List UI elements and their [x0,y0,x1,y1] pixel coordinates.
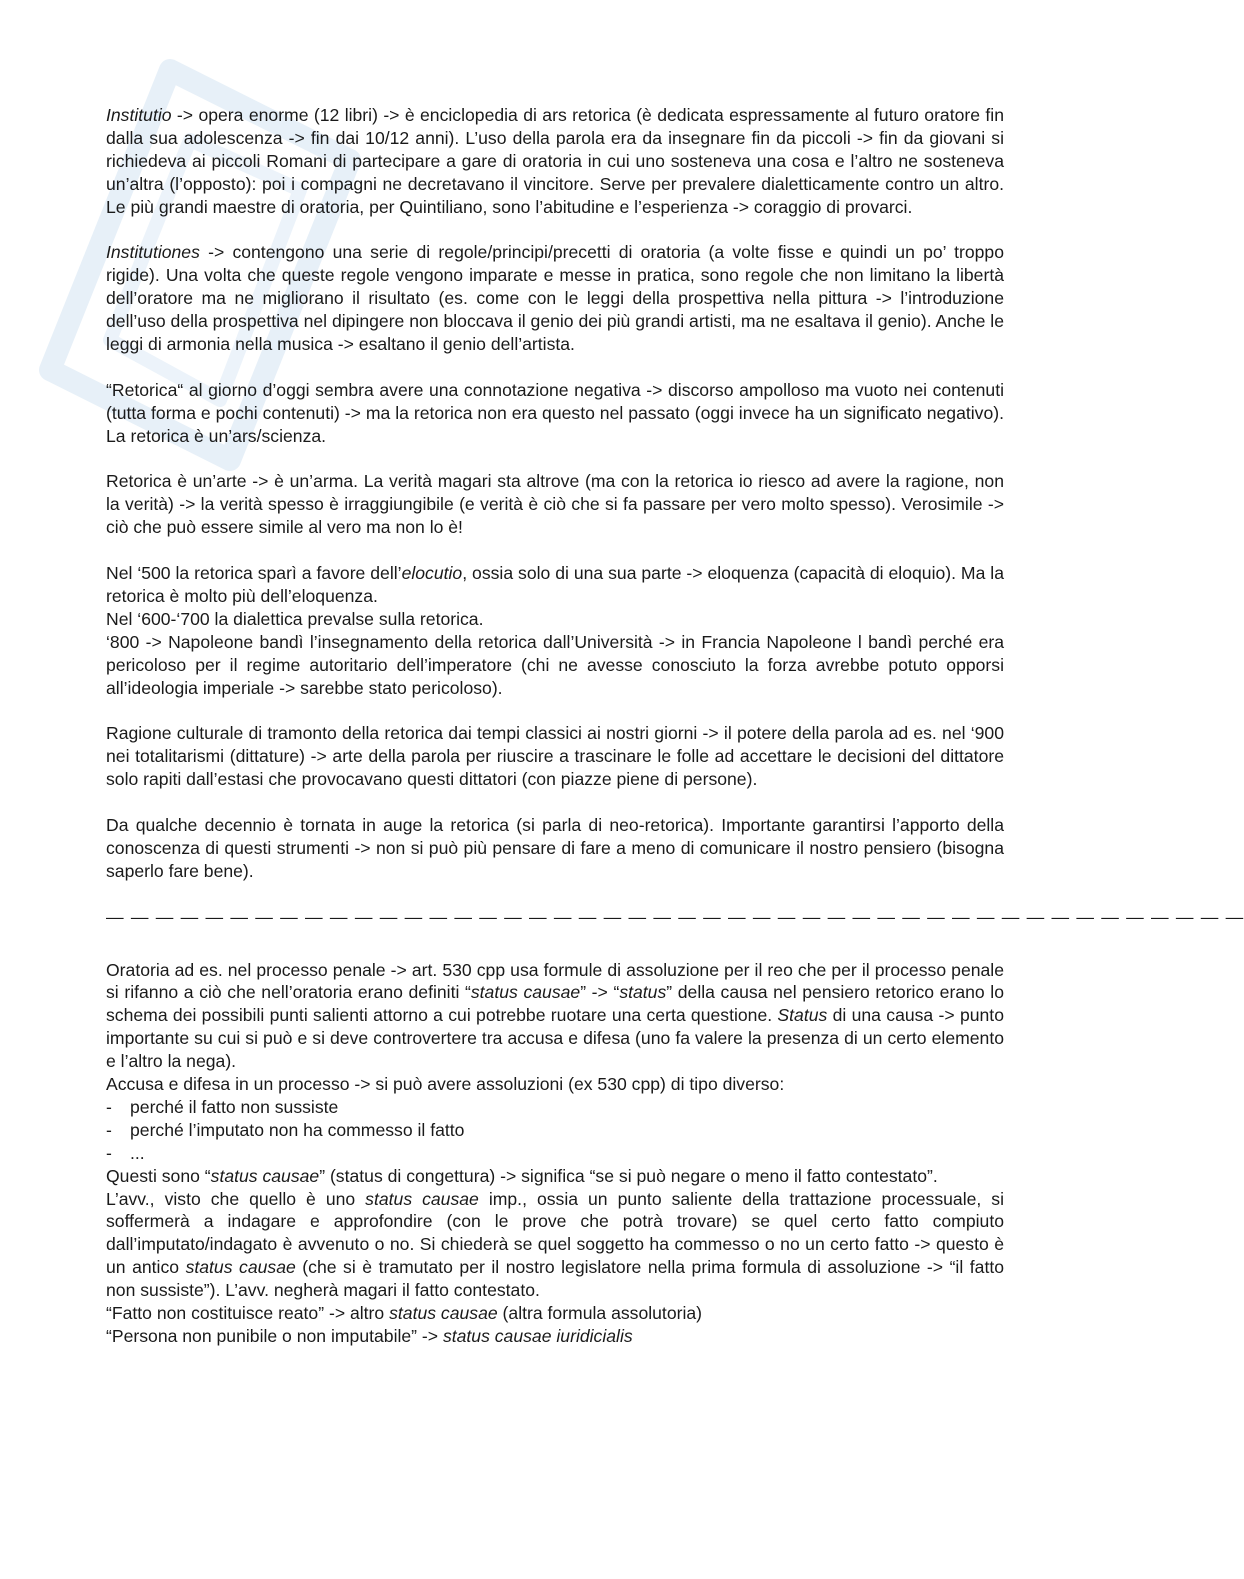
document-page [106,104,1244,1348]
paragraph-neo-retorica: Da qualche decennio è tornata in auge la retorica (si parla di neo-retorica). Importante garantirsi l’apporto della conoscenza di questi strumenti -> non si può più pensare di fare a meno di comunicare il nostro pensiero (bisogna saperlo fare bene). [106,815,1004,881]
dashed-separator: — — — — — — — — — — — — — — — — — — — — — — — — — — — — — — — — — — — — — — — — — — — — — — [106,906,1244,927]
bullet-list [106,1096,1004,1165]
paragraph-ragione-culturale: Ragione culturale di tramonto della retorica dai tempi classici ai nostri giorni -> il potere della parola ad es. nel ‘900 nei totalitarismi (dittature) -> arte della parola per riuscire a trascinare le folle ad accettare le decisioni del dittatore solo rapiti dall’estasi che provocavano questi dittatori (con piazze piene di persone). [106,723,1004,790]
history-500: Nel ‘500 la retorica sparì a favore dell’elocutio, ossia solo di una sua parte -> eloquenza (capacità di eloquio). Ma la retorica è molto più dell’eloquenza. [106,563,1004,606]
list-item: - ... [106,1142,145,1163]
paragraph-institutiones: Institutiones -> contengono una serie di regole/principi/precetti di oratoria (a volte fisse e quindi un po’ troppo rigide). Una volta che queste regole vengono imparate e messe in pratica, sono regole che non limitano la libertà dell’oratore ma ne migliorano il risultato (es. come con le leggi della prospettiva nella pittura -> l’introduzione dell’uso della prospettiva nel dipingere non bloccava il genio dei più grandi artisti, ma ne esaltava il genio). Anche le leggi di armonia nella musica -> esaltano il genio dell’artista. [106,242,1004,355]
oratoria-reato: “Fatto non costituisce reato” -> altro status causae (altra formula assolutoria) [106,1303,703,1324]
list-item: - perché l’imputato non ha commesso il fatto [106,1119,465,1140]
section-oratoria [106,959,1004,1348]
history-800: ‘800 -> Napoleone bandì l’insegnamento della retorica dall’Università -> in Francia Napoleone l bandì perché era pericoloso per il regime autoritario dell’imperatore (chi ne avesse conosciuto la forza avrebbe potuto opporsi all’ideologia imperiale -> sarebbe stato pericoloso). [106,631,1004,698]
oratoria-persona: “Persona non punibile o non imputabile” -> status causae iuridicialis [106,1326,633,1347]
paragraph-institutio: Institutio -> opera enorme (12 libri) -> è enciclopedia di ars retorica (è dedicata espressamente al futuro oratore fin dalla sua adolescenza -> fin dai 10/12 anni). L’uso della parola era da insegnare fin da piccoli -> fin da giovani si richiedeva ai piccoli Romani di partecipare a gare di oratoria in cui uno sosteneva una cosa e l’altro ne sosteneva un’altra (l’opposto): poi i compagni ne decretavano il vincitore. Serve per prevalere dialetticamente contro un altro. Le più grandi maestre di oratoria, per Quintiliano, sono l’abitudine e l’esperienza -> coraggio di provarci. [106,105,1004,217]
paragraph-retorica-oggi: “Retorica“ al giorno d’oggi sembra avere una connotazione negativa -> discorso ampolloso ma vuoto nei contenuti (tutta forma e pochi contenuti) -> ma la retorica non era questo nel passato (oggi invece ha un significato negativo). La retorica è un’ars/scienza. [106,379,1004,446]
oratoria-intro: Oratoria ad es. nel processo penale -> art. 530 cpp usa formule di assoluzione per il reo che per il processo penale si rifanno a ciò che nell’oratoria erano definiti “status causae” -> “status” della causa nel pensiero retorico erano lo schema dei possibili punti salienti attorno a cui potrebbe ruotare una certa questione. Status di una causa -> punto importante su cui si può e si deve controvertere tra accusa e difesa (uno fa valere la presenza di un certo elemento e l’altro la nega). [106,959,1004,1072]
oratoria-accusa: Accusa e difesa in un processo -> si può avere assoluzioni (ex 530 cpp) di tipo diverso: [106,1074,785,1095]
oratoria-avv: L’avv., visto che quello è uno status causae imp., ossia un punto saliente della trattazione processuale, si soffermerà a indagare e approfondire (con le prove che potrà trovare) se quel certo fatto compiuto dall’imputato/indagato è avvenuto o no. Si chiederà se quel soggetto ha commesso o no un certo fatto -> questo è un antico status causae (che si è tramutato per il nostro legislatore nella prima formula di assoluzione -> “il fatto non sussiste”). L’avv. negherà magari il fatto contestato. [106,1188,1005,1301]
history-600: Nel ‘600-‘700 la dialettica prevalse sulla retorica. [106,608,484,629]
oratoria-questi: Questi sono “status causae” (status di congettura) -> significa “se si può negare o meno il fatto contestato”. [106,1165,938,1186]
paragraph-retorica-arte: Retorica è un’arte -> è un’arma. La verità magari sta altrove (ma con la retorica io riesco ad avere la ragione, non la verità) -> la verità spesso è irraggiungibile (e verità è ciò che si fa passare per vero molto spesso). Verosimile -> ciò che può essere simile al vero ma non lo è! [106,471,1004,538]
paragraph-history [106,562,1004,699]
list-item: - perché il fatto non sussiste [106,1096,339,1117]
